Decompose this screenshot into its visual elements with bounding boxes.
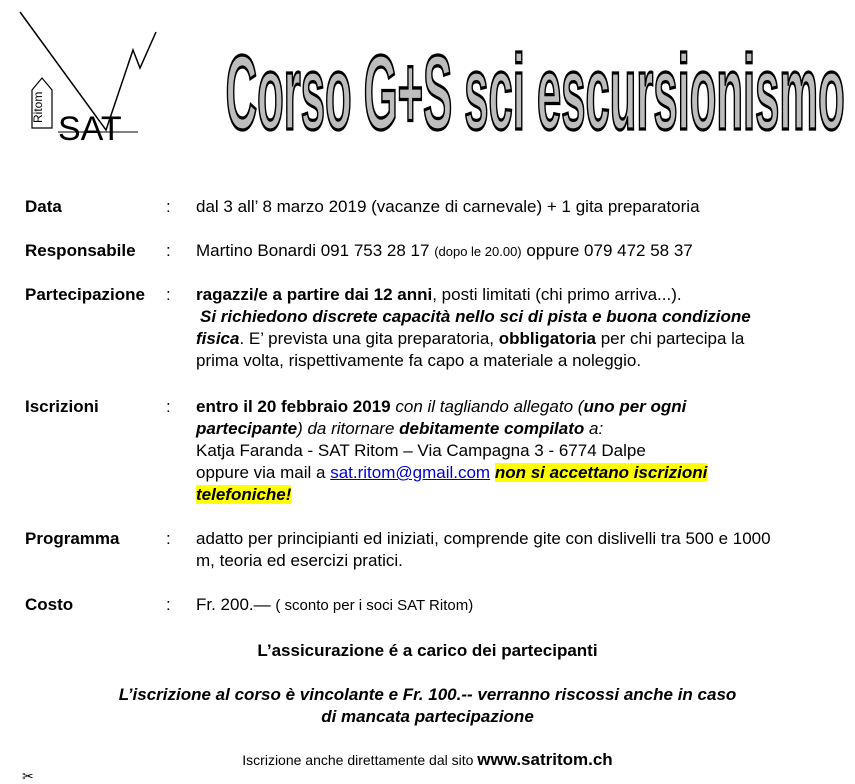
colon: : <box>166 529 171 548</box>
partecipazione-text: . E’ prevista una gita preparatoria, <box>239 329 499 348</box>
responsabile-phone: Martino Bonardi 091 753 28 17 <box>196 241 430 260</box>
label-partecipazione: Partecipazione <box>25 285 145 304</box>
website-text: Iscrizione anche direttamente dal sito <box>242 752 478 768</box>
binding-note <box>0 684 855 728</box>
costo-price: Fr. 200.— <box>196 595 271 614</box>
label-costo: Costo <box>25 595 74 614</box>
label-programma: Programma <box>25 529 120 548</box>
iscrizioni-completed: debitamente compilato <box>399 419 585 438</box>
costo-discount-note: ( sconto per i soci SAT Ritom) <box>275 597 474 614</box>
no-phone-notice-end: telefoniche! <box>196 485 292 504</box>
partecipazione-requirement-end: fisica <box>196 329 240 348</box>
label-iscrizioni: Iscrizioni <box>25 397 99 416</box>
value-partecipazione <box>196 284 846 372</box>
svg-text:Corso G+S sci escursionismo: Corso G+S sci escursionismo <box>225 34 845 153</box>
partecipazione-text: prima volta, rispettivamente fa capo a materiale a noleggio. <box>196 351 642 370</box>
colon: : <box>166 285 171 304</box>
value-programma <box>196 528 846 572</box>
iscrizioni-text: ) da ritornare <box>297 419 400 438</box>
label-responsabile: Responsabile <box>25 241 136 260</box>
partecipazione-text: per chi partecipa la <box>596 329 745 348</box>
colon: : <box>166 397 171 416</box>
iscrizioni-participant: partecipante <box>196 419 298 438</box>
value-data: dal 3 all’ 8 marzo 2019 (vacanze di carnevale) + 1 gita preparatoria <box>196 197 700 216</box>
iscrizioni-text: a: <box>584 419 604 438</box>
responsabile-alt-phone: oppure 079 472 58 37 <box>526 241 693 260</box>
no-phone-notice: non si accettano iscrizioni <box>494 463 708 482</box>
website-note <box>0 750 855 770</box>
iscrizioni-text: con il tagliando allegato ( <box>390 397 584 416</box>
iscrizioni-one-per: uno per ogni <box>583 397 687 416</box>
programma-line: m, teoria ed esercizi pratici. <box>196 551 403 570</box>
value-iscrizioni <box>196 396 846 506</box>
colon: : <box>166 241 171 260</box>
scissors-icon: ✂ <box>22 768 34 784</box>
value-costo <box>196 594 846 617</box>
colon: : <box>166 595 171 614</box>
sat-ritom-logo <box>18 10 160 152</box>
value-responsabile <box>196 240 846 263</box>
responsabile-time-note: (dopo le 20.00) <box>434 244 522 259</box>
partecipazione-requirement: Si richiedono discrete capacità nello sci di pista e buona condizione <box>200 307 751 326</box>
partecipazione-text: , posti limitati (chi primo arriva...). <box>432 285 682 304</box>
colon: : <box>166 197 171 216</box>
email-link[interactable]: sat.ritom@gmail.com <box>330 463 491 482</box>
logo-text-ritom: Ritom <box>31 91 45 123</box>
iscrizioni-mail-text: oppure via mail a <box>196 463 331 482</box>
partecipazione-mandatory: obbligatoria <box>498 329 596 348</box>
binding-note-line: di mancata partecipazione <box>321 707 534 726</box>
page-title <box>222 18 852 168</box>
iscrizioni-deadline: entro il 20 febbraio 2019 <box>196 397 391 416</box>
website-link[interactable]: www.satritom.ch <box>477 750 613 769</box>
logo-text-sat: SAT <box>58 110 122 148</box>
binding-note-line: L’iscrizione al corso è vincolante e Fr. 100.-- verranno riscossi anche in caso <box>118 685 737 704</box>
label-data: Data <box>25 197 62 216</box>
iscrizioni-address: Katja Faranda - SAT Ritom – Via Campagna 3 - 6774 Dalpe <box>196 441 646 460</box>
insurance-note: L’assicurazione é a carico dei partecipanti <box>257 641 598 660</box>
partecipazione-age: ragazzi/e a partire dai 12 anni <box>196 285 433 304</box>
programma-line: adatto per principianti ed iniziati, comprende gite con dislivelli tra 500 e 1000 <box>196 529 771 548</box>
